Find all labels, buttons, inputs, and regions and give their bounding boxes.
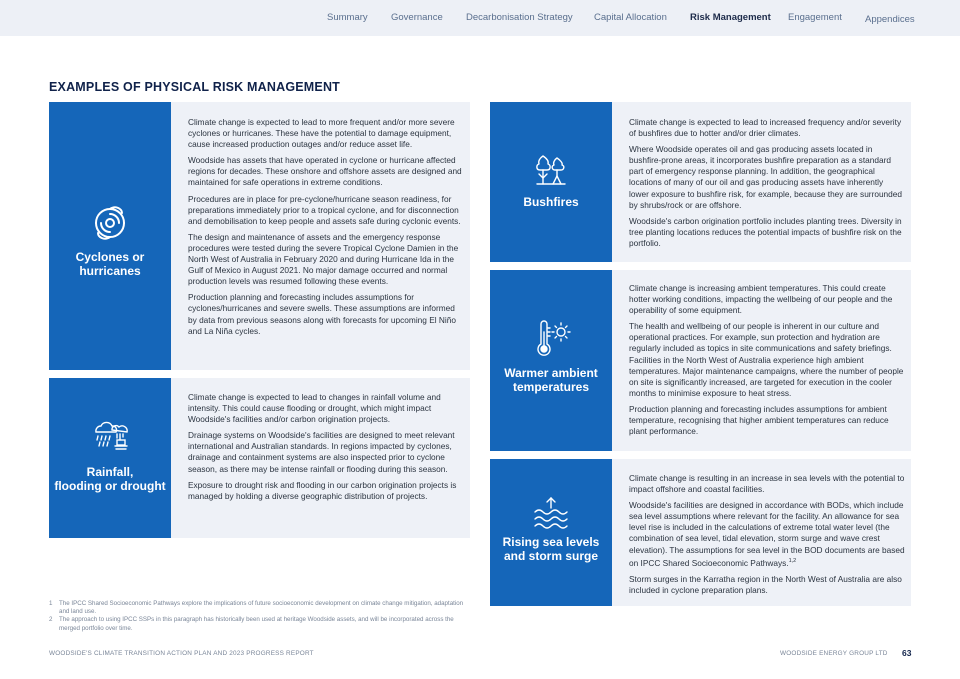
temperatures-label: Warmer ambient temperatures [504,366,598,394]
top-navigation [0,0,960,36]
temperatures-badge [490,270,612,451]
temperatures-text: Climate change is increasing ambient temperatures. This could create hotter working conditions, impacting the wellbeing of our people and the operability of some equipment. The health and wellbeing of our people is inherent in our culture and operational practices. For example, sun protection and hydration are regularly included as topics in site communications and safety briefings. Facilities in the North West of Australia experience high ambient temperatures. Major maintenance campaigns, where the number of people on site is significantly increased, are targeted for execution in the cooler months to minimise exposure to heat stress. Production planning and forecasting includes assumptions for ambient temperature, recognising that higher ambient temperatures can reduce plant performance. [629,283,904,437]
bushfires-label: Bushfires [523,195,579,209]
sealevel-label: Rising sea levels and storm surge [502,535,600,563]
nav-tab-summary[interactable]: Summary [327,12,368,23]
bushfires-badge [490,102,612,262]
rising-waves-icon [531,496,571,532]
rainfall-card [49,378,470,538]
page-number: 63 [902,648,912,658]
page-title: EXAMPLES OF PHYSICAL RISK MANAGEMENT [49,80,341,94]
cyclones-label: Cyclones or hurricanes [75,250,145,278]
footnote: 2 The approach to using IPCC SSPs in this paragraph has historically been used at heritage Woodside assets, and will be incorporated across the merged portfolio over time. [49,616,454,632]
nav-tab-risk-management[interactable]: Risk Management [690,12,771,23]
rainfall-text: Climate change is expected to lead to changes in rainfall volume and intensity. This could cause flooding or drought, which might impact Woodside's facilities and/or carbon origination projects. Drainage systems on Woodside's facilities are designed to meet relevant international and Australian standards. In regions impacted by cyclones, drainage and containment systems are also inspected prior to cyclone season, as there may be intense rainfall or flooding during this season. Exposure to drought risk and flooding in our carbon origination projects is managed by holding a diverse geographic distribution of projects. [188,392,457,501]
thermometer-sun-icon [531,320,571,360]
cyclones-text: Climate change is expected to lead to more frequent and/or more severe cyclones or hurricanes. These have the potential to damage equipment, cause increased production outages and/or reduce asset life. Woodside has assets that have operated in cyclone or hurricane affected regions for decades. These onshore and offshore assets are designed and maintained for safe operations in extreme conditions. Procedures are in place for pre-cyclone/hurricane season readiness, for preparations immediately prior to a tropical cyclone, and for disconnection and demobilisation to keep people and assets safe during cyclonic events. The design and maintenance of assets and the emergency response procedures were tested during the severe Tropical Cyclone Damien in the North West of Australia in February 2020 and during Hurricane Ida in the Gulf of Mexico in August 2021. No major damage occurred and normal production levels was resumed following these events. Production planning and forecasting includes assumptions for cyclones/hurricanes and severe swells. These assumptions are informed by data from previous seasons along with forecasts for upcoming El Niño and La Niña cycles. [188,117,462,336]
nav-tab-governance[interactable]: Governance [391,12,443,23]
bushfires-card [490,102,911,262]
temperatures-card [490,270,911,451]
bushfire-icon [533,152,569,188]
footnotes [49,600,464,633]
rainfall-badge [49,378,171,538]
bushfires-text: Climate change is expected to lead to increased frequency and/or severity of bushfires due to hotter and/or drier climates. Where Woodside operates oil and gas producing assets located in bushfire-prone areas, it incorporates bushfire preparation as a standard part of emergency response planning. In addition, the geographical locations of many of our oil and gas producing assets have inherently lower exposure to bushfire risk, for example, because they are surrounded by shrubs/rock or are offshore. Woodside's carbon origination portfolio includes planting trees. Diversity in tree planting locations reduces the potential impacts of bushfire risk on the portfolio. [629,117,903,248]
nav-tab-decarbonisation-strategy[interactable]: Decarbonisation Strategy [466,12,573,23]
footnote: 1 The IPCC Shared Socioeconomic Pathways explore the implications of future socioeconomic development on climate change mitigation, adaptation and land use. [49,600,464,616]
cyclone-icon [90,203,130,243]
nav-tab-engagement[interactable]: Engagement [788,12,842,23]
sealevel-paragraph-2: Woodside's facilities are designed in accordance with BODs, which include sea level assumptions where relevant for the facility. An allowance for sea level rise is included in the calculations of extreme total water level (the combination of sea level, tidal elevation, storm surge and wave crest elevation). The assumptions for sea level in the BOD documents are based on IPCC Shared Socioeconomic Pathways.$^{1,2}$ [629,500,905,568]
sealevel-text: Climate change is resulting in an increase in sea levels with the potential to impact offshore and coastal facilities. Woodside's facilities are designed in accordance with BODs, which include sea level assumptions where relevant for the facility. An allowance for sea level rise is included in the calculations of extreme total water level (the combination of sea level, tidal elevation, storm surge and wave crest elevation). The assumptions for sea level in the BOD documents are based on IPCC Shared Socioeconomic Pathways.$^{1,2}$ Storm surges in the Karratha region in the North West of Australia are also included in cyclone preparation plans. [629,473,905,595]
rainfall-label: Rainfall, flooding or drought [54,465,166,493]
sealevel-card [490,459,911,606]
footer-report-title: WOODSIDE'S CLIMATE TRANSITION ACTION PLAN AND 2023 PROGRESS REPORT [49,650,314,657]
nav-tab-appendices[interactable]: Appendices [865,14,915,25]
rain-cloud-icon [90,418,130,452]
nav-tab-capital-allocation[interactable]: Capital Allocation [594,12,667,23]
footnote-reference[interactable]: 1,2 [788,557,797,564]
footer-company-name: WOODSIDE ENERGY GROUP LTD [780,650,888,657]
cyclones-badge [49,102,171,370]
cyclones-card [49,102,470,370]
sealevel-badge [490,459,612,606]
